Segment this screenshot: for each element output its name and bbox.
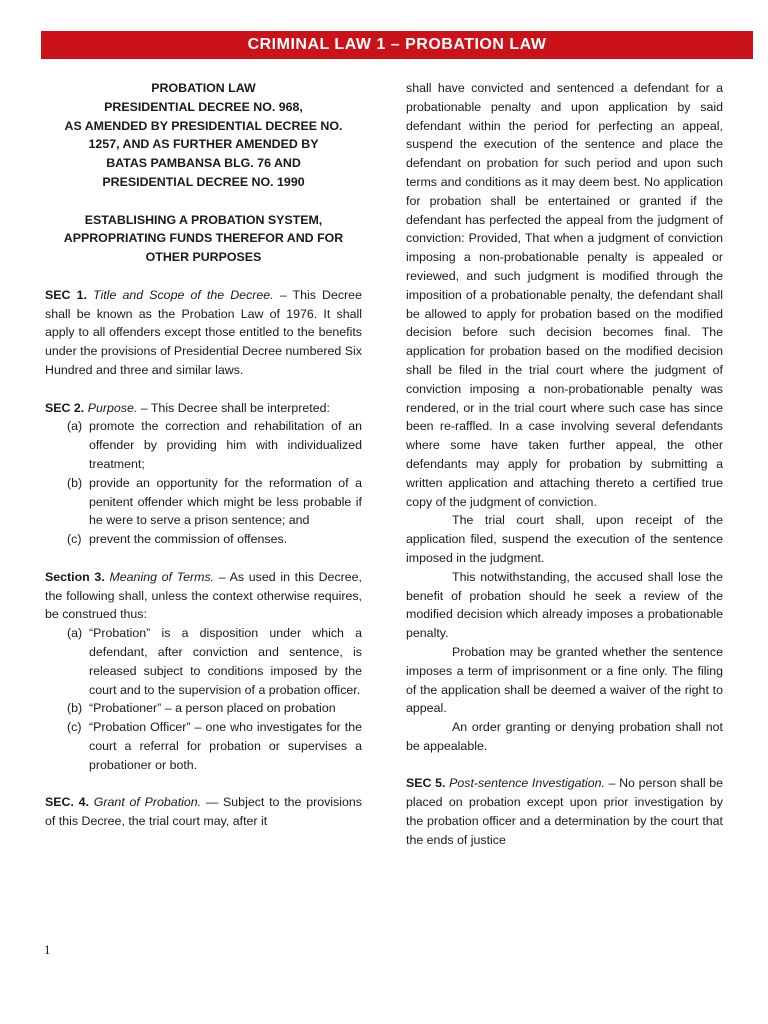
title-line: PROBATION LAW xyxy=(151,81,256,95)
subtitle-block xyxy=(45,211,362,267)
section-4 xyxy=(45,793,362,831)
subtitle-line: APPROPRIATING FUNDS THEREFOR AND FOR xyxy=(63,231,344,246)
list-marker: (a) xyxy=(67,626,83,641)
title-line: BATAS PAMBANSA BLG. 76 AND xyxy=(106,156,301,171)
list-text: “Probation” is a disposition under which a defendant, after conviction and sentence, is released subject to conditions imposed by the court and to the supervision of a probation officer. xyxy=(89,626,362,697)
section-1-body: – This Decree shall be known as the Probation Law of 1976. It shall apply to all offenders except those entitled to the benefits under the provisions of Presidential Decree numbered Six Hundred and three and similar laws. xyxy=(45,287,362,377)
section-4-paragraph: Probation may be granted whether the sentence imposes a term of imprisonment or a fine only. The filing of the application shall be deemed a waiver of the right to appeal. xyxy=(406,644,723,716)
section-1-title: Title and Scope of the Decree. xyxy=(93,287,274,302)
section-1-number: SEC 1. xyxy=(45,287,87,302)
section-4-body: — Subject to the provisions of this Decree, the trial court may, after it xyxy=(45,795,362,829)
title-line: AS AMENDED BY PRESIDENTIAL DECREE NO. xyxy=(64,118,343,133)
list-marker: (b) xyxy=(67,475,83,490)
section-4-paragraph: An order granting or denying probation shall not be appealable. xyxy=(406,720,723,753)
list-text: prevent the commission of offenses. xyxy=(89,532,288,547)
section-2-title: Purpose. xyxy=(87,400,138,415)
list-text: provide an opportunity for the reformation of a penitent offender which might be less probable if he were to serve a prison sentence; and xyxy=(89,475,362,528)
list-item xyxy=(45,474,362,530)
section-4-number: SEC. 4. xyxy=(45,795,90,810)
section-3-body: – As used in this Decree, the following shall, unless the context otherwise requires, be construed thus: xyxy=(45,569,362,622)
section-1 xyxy=(45,286,362,380)
title-block xyxy=(45,79,362,192)
section-3-title: Meaning of Terms. xyxy=(109,569,215,584)
section-4-paragraph: This notwithstanding, the accused shall lose the benefit of probation should he seek a review of the modified decision which already imposes a probationable penalty. xyxy=(406,569,723,641)
section-5-body: – No person shall be placed on probation except upon prior investigation by the probation officer and a determination by the court that the ends of justice xyxy=(406,776,723,847)
document-header-banner: CRIMINAL LAW 1 – PROBATION LAW xyxy=(41,31,753,59)
section-5 xyxy=(406,774,723,849)
list-item xyxy=(45,417,362,473)
subtitle-line: OTHER PURPOSES xyxy=(145,250,262,265)
section-3-list xyxy=(45,624,362,774)
title-line: PRESIDENTIAL DECREE NO. 968, xyxy=(104,99,303,114)
title-line: 1257, AND AS FURTHER AMENDED BY xyxy=(88,137,319,152)
list-item xyxy=(45,530,362,549)
list-item xyxy=(45,624,362,699)
list-marker: (c) xyxy=(67,720,82,735)
list-marker: (c) xyxy=(67,532,82,547)
page-number: 1 xyxy=(44,942,51,957)
section-4-continued: shall have convicted and sentenced a defendant for a probationable penalty and upon application by said defendant within the period for perfecting an appeal, suspend the execution of the sentence and place the defendant on probation for such period and upon such terms and conditions as it may deem best. No application for probation shall be entertained or granted if the defendant has perfected the appeal from the judgment of conviction: Provided, That when a judgment of conviction imposing a non-probationable penalty is appealed or reviewed, and such judgment is modified through the imposition of a probationable penalty, the defendant shall be allowed to apply for probation based on the modified decision before such decision becomes final. The application for probation based on the modified decision shall be filed in the trial court where the judgment of conviction imposing a non-probationable penalty was rendered, or in the trial court where such case has since been re-raffled. In a case involving several defendants where some have taken further appeal, the other defendants may apply for probation by submitting a written application and attaching thereto a certified true copy of the judgment of conviction. xyxy=(406,81,723,509)
section-5-number: SEC 5. xyxy=(406,776,446,791)
section-2-body: – This Decree shall be interpreted: xyxy=(137,400,330,415)
list-text: promote the correction and rehabilitation of an offender by providing him with individualized treatment; xyxy=(89,419,362,471)
section-5-title: Post-sentence Investigation. xyxy=(449,776,605,791)
list-text: “Probationer” – a person placed on probation xyxy=(89,701,336,716)
section-4-title: Grant of Probation. xyxy=(93,795,202,810)
section-2 xyxy=(45,399,362,418)
section-3-number: Section 3. xyxy=(45,569,105,584)
list-item xyxy=(45,718,362,774)
section-4-paragraph: The trial court shall, upon receipt of the application filed, suspend the execution of the sentence imposed in the judgment. xyxy=(406,513,723,565)
subtitle-line: ESTABLISHING A PROBATION SYSTEM, xyxy=(84,212,323,227)
section-2-number: SEC 2. xyxy=(45,400,85,415)
title-line: PRESIDENTIAL DECREE NO. 1990 xyxy=(102,174,305,189)
list-text: “Probation Officer” – one who investigates for the court a referral for probation or supervises a probationer or both. xyxy=(89,720,362,772)
list-item xyxy=(45,699,362,718)
list-marker: (a) xyxy=(67,419,83,434)
list-marker: (b) xyxy=(67,701,83,716)
right-column xyxy=(406,79,723,850)
left-column xyxy=(45,79,362,831)
section-2-list xyxy=(45,417,362,549)
section-3 xyxy=(45,568,362,624)
